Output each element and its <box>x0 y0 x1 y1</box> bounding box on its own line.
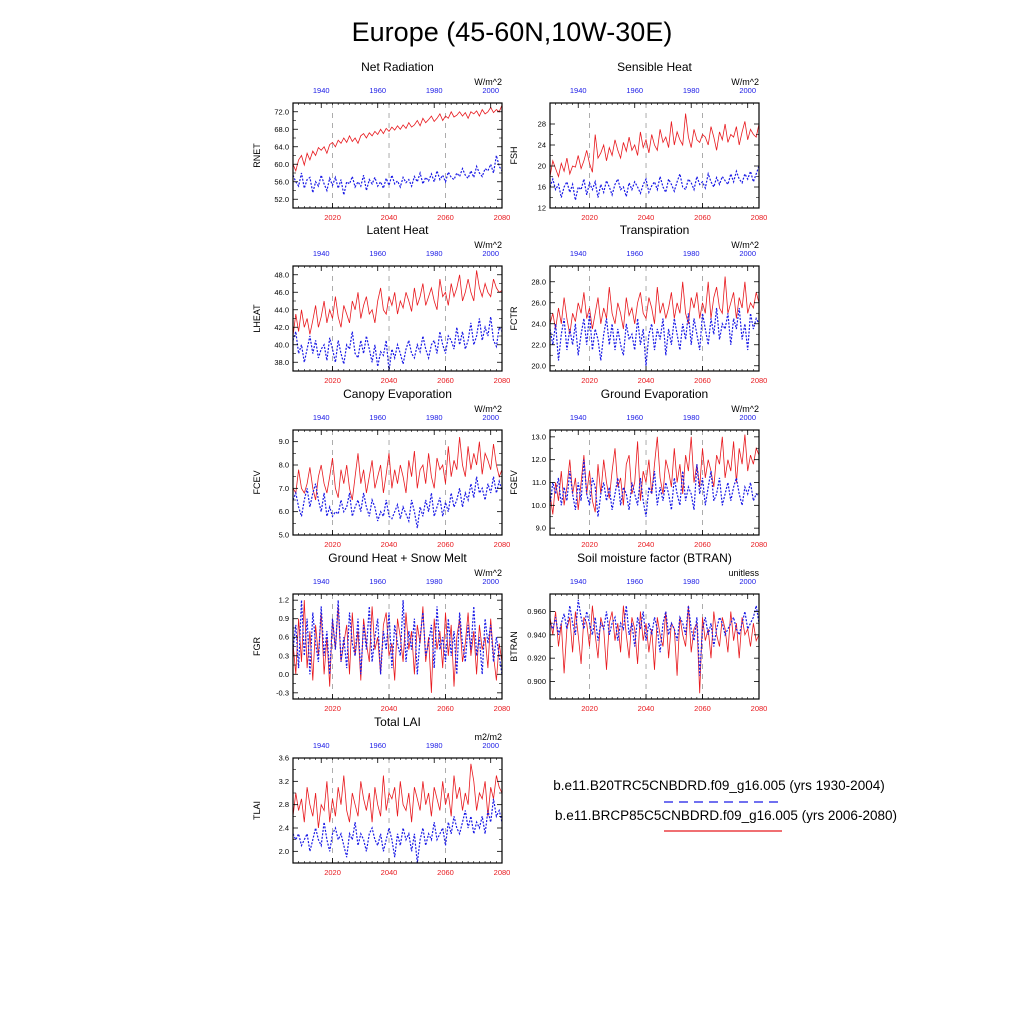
y-tick-label: 0.9 <box>278 614 289 624</box>
x-tick-label-top: 1980 <box>682 413 700 422</box>
x-tick-label-bottom: 2040 <box>637 704 655 713</box>
panel-title: Latent Heat <box>366 223 429 237</box>
x-tick-label-top: 1960 <box>369 413 387 422</box>
x-tick-label-bottom: 2080 <box>750 540 768 549</box>
y-tick-label: 40.0 <box>274 340 289 350</box>
panel-title: Ground Heat + Snow Melt <box>328 551 467 565</box>
y-tick-label: 28.0 <box>531 277 546 287</box>
panel-title: Canopy Evaporation <box>343 387 452 401</box>
panel-units: W/m^2 <box>474 77 502 87</box>
x-tick-label-bottom: 2060 <box>437 540 454 549</box>
x-tick-label-top: 1940 <box>312 86 330 95</box>
x-tick-label-bottom: 2020 <box>324 868 341 877</box>
x-tick-label-bottom: 2060 <box>694 376 711 385</box>
y-tick-label: 46.0 <box>274 287 289 297</box>
x-tick-label-bottom: 2080 <box>493 704 511 713</box>
x-tick-label-top: 1940 <box>312 413 330 422</box>
panel-title: Ground Evaporation <box>600 387 709 401</box>
x-tick-label-bottom: 2020 <box>581 213 598 222</box>
y-tick-label: 16 <box>537 182 546 192</box>
x-tick-label-top: 1960 <box>626 249 644 258</box>
x-tick-label-bottom: 2020 <box>581 376 598 385</box>
panel-title: Sensible Heat <box>617 60 692 74</box>
panel-title: Soil moisture factor (BTRAN) <box>577 551 732 565</box>
x-tick-label-bottom: 2040 <box>380 376 398 385</box>
y-tick-label: 9.0 <box>535 523 546 533</box>
y-tick-label: 0.920 <box>527 653 546 663</box>
x-tick-label-bottom: 2060 <box>437 868 454 877</box>
y-tick-label: 24.0 <box>531 319 546 329</box>
y-tick-label: 7.0 <box>278 483 289 493</box>
x-tick-label-top: 1980 <box>425 413 443 422</box>
x-tick-label-bottom: 2080 <box>750 376 768 385</box>
x-tick-label-top: 2000 <box>482 86 500 95</box>
y-axis-label: FSH <box>509 146 519 165</box>
y-tick-label: 24 <box>537 140 546 150</box>
x-tick-label-top: 1980 <box>425 577 443 586</box>
x-tick-label-top: 2000 <box>739 249 757 258</box>
x-tick-label-bottom: 2020 <box>324 540 341 549</box>
y-tick-label: 68.0 <box>274 124 289 134</box>
x-tick-label-bottom: 2040 <box>380 540 398 549</box>
y-axis-label: FCEV <box>252 470 262 495</box>
x-tick-label-bottom: 2020 <box>581 704 598 713</box>
y-tick-label: 60.0 <box>274 159 289 169</box>
panel-units: W/m^2 <box>474 568 502 578</box>
x-tick-label-top: 1980 <box>682 86 700 95</box>
x-tick-label-top: 2000 <box>482 413 500 422</box>
y-axis-label: TLAI <box>252 800 262 821</box>
y-tick-label: 3.2 <box>278 776 289 786</box>
x-tick-label-top: 2000 <box>482 741 500 750</box>
y-tick-label: 42.0 <box>274 322 289 332</box>
panel-title: Total LAI <box>374 715 421 729</box>
y-tick-label: 28 <box>537 119 546 129</box>
y-axis-label: BTRAN <box>509 631 519 662</box>
x-tick-label-top: 2000 <box>739 413 757 422</box>
x-tick-label-top: 2000 <box>482 249 500 258</box>
x-tick-label-bottom: 2060 <box>437 376 454 385</box>
x-tick-label-top: 1980 <box>425 86 443 95</box>
x-tick-label-top: 1940 <box>312 577 330 586</box>
x-tick-label-top: 1940 <box>569 413 587 422</box>
x-tick-label-bottom: 2080 <box>493 868 511 877</box>
x-tick-label-top: 1960 <box>369 577 387 586</box>
x-tick-label-top: 1960 <box>369 741 387 750</box>
x-tick-label-top: 2000 <box>482 577 500 586</box>
panel-units: W/m^2 <box>731 77 759 87</box>
x-tick-label-bottom: 2080 <box>493 376 511 385</box>
x-tick-label-top: 1960 <box>626 413 644 422</box>
y-tick-label: 38.0 <box>274 357 289 367</box>
y-tick-label: 2.0 <box>278 846 289 856</box>
x-tick-label-bottom: 2020 <box>324 213 341 222</box>
x-tick-label-bottom: 2020 <box>581 540 598 549</box>
y-tick-label: 56.0 <box>274 177 289 187</box>
y-tick-label: 1.2 <box>278 595 289 605</box>
panel-units: unitless <box>728 568 759 578</box>
y-axis-label: LHEAT <box>252 304 262 333</box>
y-tick-label: 6.0 <box>278 507 289 517</box>
panel-units: W/m^2 <box>731 240 759 250</box>
y-tick-label: 0.900 <box>527 677 546 686</box>
x-tick-label-top: 1940 <box>569 249 587 258</box>
y-tick-label: -0.3 <box>276 688 289 698</box>
x-tick-label-top: 1960 <box>626 577 644 586</box>
y-tick-label: 3.6 <box>278 753 289 763</box>
y-tick-label: 64.0 <box>274 142 289 152</box>
panel-units: W/m^2 <box>474 404 502 414</box>
panel-units: m2/m2 <box>474 732 502 742</box>
y-axis-label: RNET <box>252 143 262 168</box>
y-tick-label: 26.0 <box>531 298 546 308</box>
x-tick-label-top: 1960 <box>626 86 644 95</box>
legend-historic-label: b.e11.B20TRC5CNBDRD.f09_g16.005 (yrs 1930-2004) <box>553 778 885 793</box>
x-tick-label-bottom: 2020 <box>324 704 341 713</box>
x-tick-label-top: 1940 <box>312 249 330 258</box>
y-tick-label: 13.0 <box>531 432 546 442</box>
y-tick-label: 44.0 <box>274 305 289 315</box>
y-tick-label: 72.0 <box>274 107 289 117</box>
y-tick-label: 0.3 <box>278 651 289 661</box>
y-tick-label: 12 <box>537 203 546 213</box>
x-tick-label-top: 1980 <box>425 249 443 258</box>
panel-units: W/m^2 <box>474 240 502 250</box>
x-tick-label-bottom: 2060 <box>694 213 711 222</box>
x-tick-label-bottom: 2040 <box>637 213 655 222</box>
x-tick-label-top: 2000 <box>739 577 757 586</box>
x-tick-label-top: 1940 <box>569 86 587 95</box>
x-tick-label-top: 1980 <box>682 577 700 586</box>
x-tick-label-bottom: 2040 <box>380 213 398 222</box>
x-tick-label-bottom: 2040 <box>380 868 398 877</box>
y-tick-label: 0.960 <box>527 607 546 616</box>
y-tick-label: 11.0 <box>531 478 546 487</box>
y-tick-label: 48.0 <box>274 270 289 280</box>
x-tick-label-bottom: 2080 <box>493 213 511 222</box>
legend-future-label: b.e11.BRCP85C5CNBDRD.f09_g16.005 (yrs 2006-2080) <box>555 808 897 823</box>
x-tick-label-bottom: 2060 <box>437 213 454 222</box>
x-tick-label-bottom: 2080 <box>493 540 511 549</box>
x-tick-label-bottom: 2080 <box>750 213 768 222</box>
x-tick-label-bottom: 2060 <box>694 704 711 713</box>
y-tick-label: 2.4 <box>278 823 289 833</box>
x-tick-label-bottom: 2080 <box>750 704 768 713</box>
x-tick-label-top: 1980 <box>682 249 700 258</box>
figure-title: Europe (45-60N,10W-30E) <box>351 17 673 47</box>
y-tick-label: 20.0 <box>531 361 546 371</box>
y-axis-label: FGEV <box>509 470 519 495</box>
x-tick-label-top: 1940 <box>569 577 587 586</box>
y-tick-label: 0.940 <box>527 630 546 640</box>
x-tick-label-bottom: 2020 <box>324 376 341 385</box>
y-tick-label: 0.6 <box>278 632 289 642</box>
x-tick-label-top: 1960 <box>369 249 387 258</box>
y-tick-label: 8.0 <box>278 460 289 470</box>
y-tick-label: 10.0 <box>531 500 546 510</box>
x-tick-label-top: 2000 <box>739 86 757 95</box>
y-tick-label: 2.8 <box>278 800 289 810</box>
y-tick-label: 52.0 <box>274 194 289 204</box>
panel-title: Net Radiation <box>361 60 434 74</box>
x-tick-label-bottom: 2040 <box>637 376 655 385</box>
panel-title: Transpiration <box>619 223 690 237</box>
y-tick-label: 0.0 <box>278 669 289 679</box>
x-tick-label-bottom: 2040 <box>637 540 655 549</box>
x-tick-label-top: 1980 <box>425 741 443 750</box>
y-tick-label: 22.0 <box>531 340 546 350</box>
x-tick-label-top: 1940 <box>312 741 330 750</box>
panel-units: W/m^2 <box>731 404 759 414</box>
y-tick-label: 5.0 <box>278 530 289 540</box>
y-tick-label: 20 <box>537 161 546 171</box>
x-tick-label-bottom: 2060 <box>437 704 454 713</box>
y-tick-label: 12.0 <box>531 455 546 465</box>
y-tick-label: 9.0 <box>278 437 289 447</box>
y-axis-label: FCTR <box>509 306 519 331</box>
x-tick-label-bottom: 2040 <box>380 704 398 713</box>
y-axis-label: FGR <box>252 637 262 656</box>
x-tick-label-bottom: 2060 <box>694 540 711 549</box>
x-tick-label-top: 1960 <box>369 86 387 95</box>
